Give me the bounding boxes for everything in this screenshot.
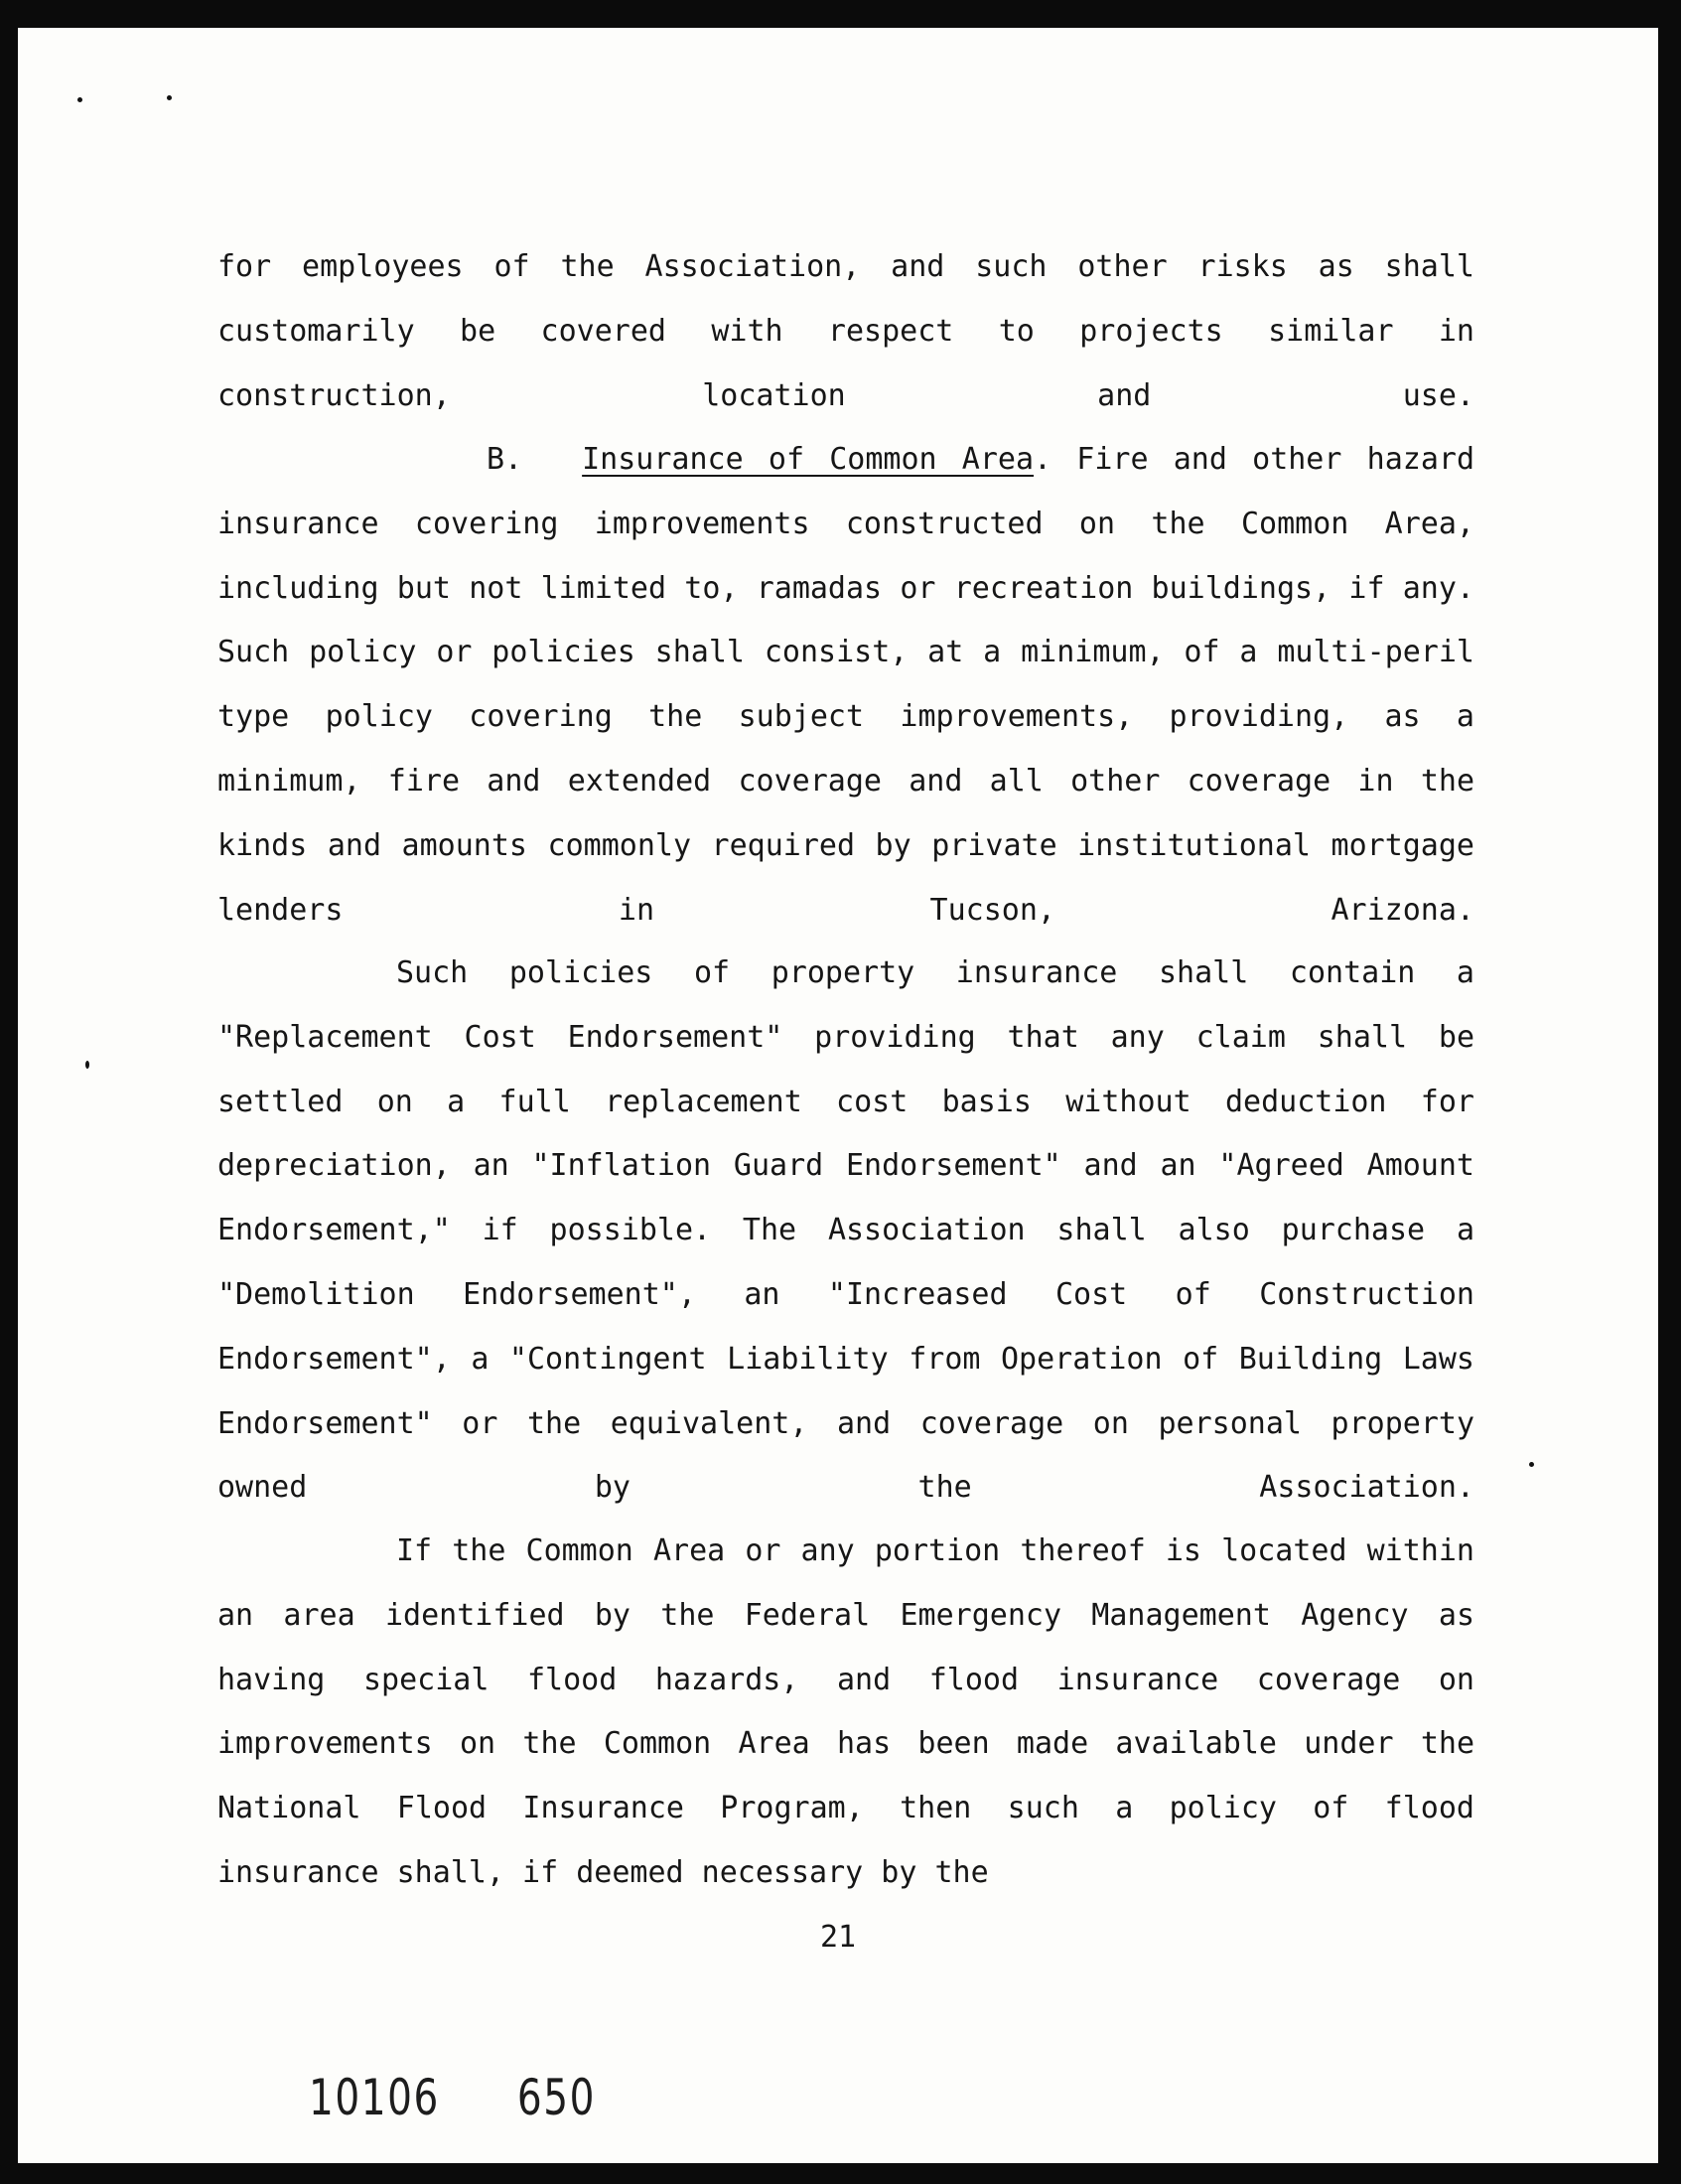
recording-page-number: 650: [516, 2069, 596, 2126]
scan-speck: [1529, 1462, 1534, 1467]
paragraph-text: for employees of the Association, and such other risks as shall customarily be covered with respect to projects similar in construction, location and use.: [217, 249, 1474, 413]
paragraph-replacement-cost: [217, 942, 1474, 1521]
section-b-paragraph: [217, 428, 1474, 943]
page-number: 21: [819, 1920, 857, 1955]
recording-docket-number: 10106: [309, 2069, 440, 2126]
scanned-page: [18, 28, 1658, 2163]
section-heading: Insurance of Common Area: [582, 442, 1035, 477]
section-heading-punctuation: .: [1034, 442, 1052, 477]
section-body-text: Fire and other hazard insurance covering improvements constructed on the Common Area, including but not limited to, ramadas or recreation buildings, if any. Such policy or policies shall consist, at a minimum, of a multi-peril type policy covering the subject improvements, providing, as a minimum, fire and extended coverage and all other coverage in the kinds and amounts commonly required by private institutional mortgage lenders in Tucson, Arizona.: [217, 442, 1475, 928]
paragraph-text: If the Common Area or any portion thereof is located within an area identified by the Federal Emergency Management Agency as having special flood hazards, and flood insurance coverage on improvements on the Common Area has been made available under the National Flood Insurance Program, then such a policy of flood insurance shall, if deemed necessary by the: [217, 1533, 1474, 1890]
paragraph-text: Such policies of property insurance shall contain a "Replacement Cost Endorsement" providing that any claim shall be settled on a full replacement cost basis without deduction for depreciation, an "Inflation Guard Endorsement" and an "Agreed Amount Endorsement," if possible. The Association shall also purchase a "Demolition Endorsement", an "Increased Cost of Construction Endorsement", a "Contingent Liability from Operation of Building Laws Endorsement" or the equivalent, and coverage on personal property owned by the Association.: [217, 955, 1474, 1506]
scan-speck: [77, 97, 82, 102]
scan-speck: [167, 95, 172, 100]
section-marker: B.: [487, 442, 523, 477]
recording-stamp: [309, 2069, 596, 2126]
paragraph-flood-insurance: [217, 1520, 1474, 1906]
scan-speck: [85, 1061, 89, 1069]
paragraph-continuation: [217, 235, 1474, 428]
